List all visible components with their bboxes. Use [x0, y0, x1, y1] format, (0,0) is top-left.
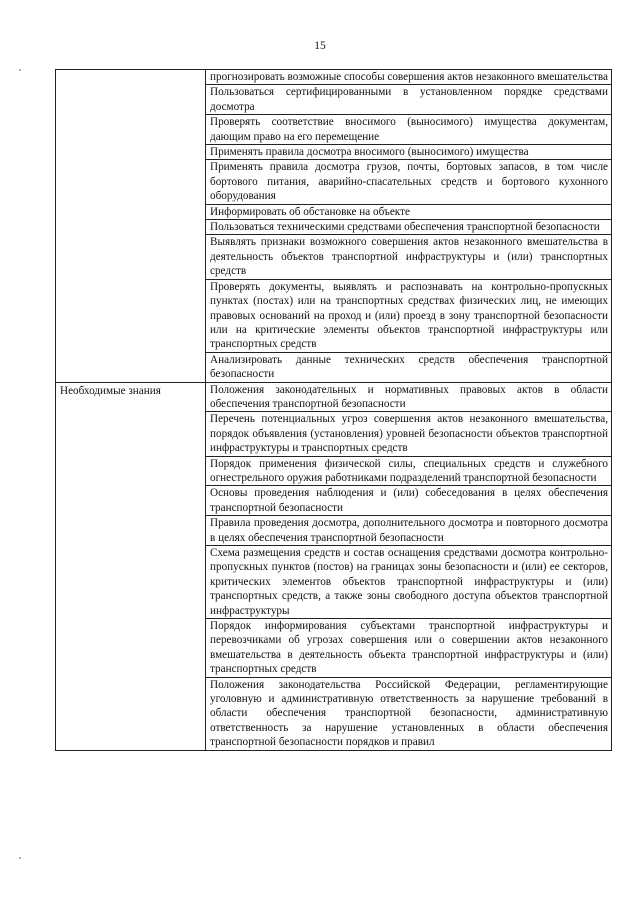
- knowledge-item: Правила проведения досмотра, дополнительного досмотра и повторного досмотра в целях обеспечения транспортной безопасности: [206, 515, 611, 545]
- skill-item: прогнозировать возможные способы совершения актов незаконного вмешательства: [210, 71, 609, 83]
- skill-item: Пользоваться сертифицированными в установленном порядке средствами досмотра: [206, 84, 611, 114]
- knowledge-item: Перечень потенциальных угроз совершения актов незаконного вмешательства, порядок объявления (установления) уровней безопасности объектов транспортной инфраструктуры и транспортных средств: [206, 411, 611, 455]
- skill-item: Выявлять признаки возможного совершения актов незаконного вмешательства в деятельность объектов транспортной инфраструктуры и (или) транспортных средств: [206, 234, 611, 278]
- skill-item: Применять правила досмотра грузов, почты, бортовых запасов, в том числе бортового питания, аварийно-спасательных средств и бортового кухонного оборудования: [206, 159, 611, 203]
- skill-item: Информировать об обстановке на объекте: [206, 204, 611, 219]
- knowledge-item: Порядок информирования субъектами транспортной инфраструктуры и перевозчиками об угрозах совершения или о совершении актов незаконного вмешательства в деятельность объекта транспортной инфраструктуры и (или) транспортных средств: [206, 618, 611, 677]
- knowledge-item: Основы проведения наблюдения и (или) собеседования в целях обеспечения транспортной безопасности: [206, 485, 611, 515]
- knowledge-item: Положения законодательства Российской Федерации, регламентирующие уголовную и административную ответственность за нарушение требований в области обеспечения транспортной безопасности, административную ответственность за нарушение установленных в области обеспечения транспортной безопасности порядков и правил: [206, 677, 611, 750]
- skill-item: Применять правила досмотра вносимого (выносимого) имущества: [206, 144, 611, 159]
- page-number: 15: [314, 40, 326, 52]
- knowledge-label: Необходимые знания: [56, 382, 206, 750]
- knowledge-item: Порядок применения физической силы, специальных средств и служебного огнестрельного оружия работниками подразделений транспортной безопасности: [206, 456, 611, 486]
- scan-speck: [19, 857, 21, 859]
- skill-item: Анализировать данные технических средств обеспечения транспортной безопасности: [206, 352, 611, 382]
- knowledge-item: Схема размещения средств и состав оснащения средствами досмотра контрольно-пропускных пунктов (постов) на границах зоны безопасности и (или) ее секторов, критических элементов объектов транспортной инфраструктуры и (или) транспортных средств, а также зоны свободного доступа объектов транспортной инфраструктуры: [206, 545, 611, 618]
- knowledge-item: Положения законодательных и нормативных правовых актов в области обеспечения транспортной безопасности: [210, 383, 608, 410]
- skill-item: Проверять документы, выявлять и распознавать на контрольно-пропускных пунктах (постах) или на транспортных средствах физических лиц, не имеющих правовых оснований на проход и (или) проезд в зону транспортной безопасности или на критические элементы объектов транспортной инфраструктуры или транспортных средств: [206, 279, 611, 352]
- scan-speck: [19, 69, 21, 71]
- skill-item: Проверять соответствие вносимого (выносимого) имущества документам, дающим право на его перемещение: [206, 114, 611, 144]
- skill-item: Пользоваться техническими средствами обеспечения транспортной безопасности: [206, 219, 611, 234]
